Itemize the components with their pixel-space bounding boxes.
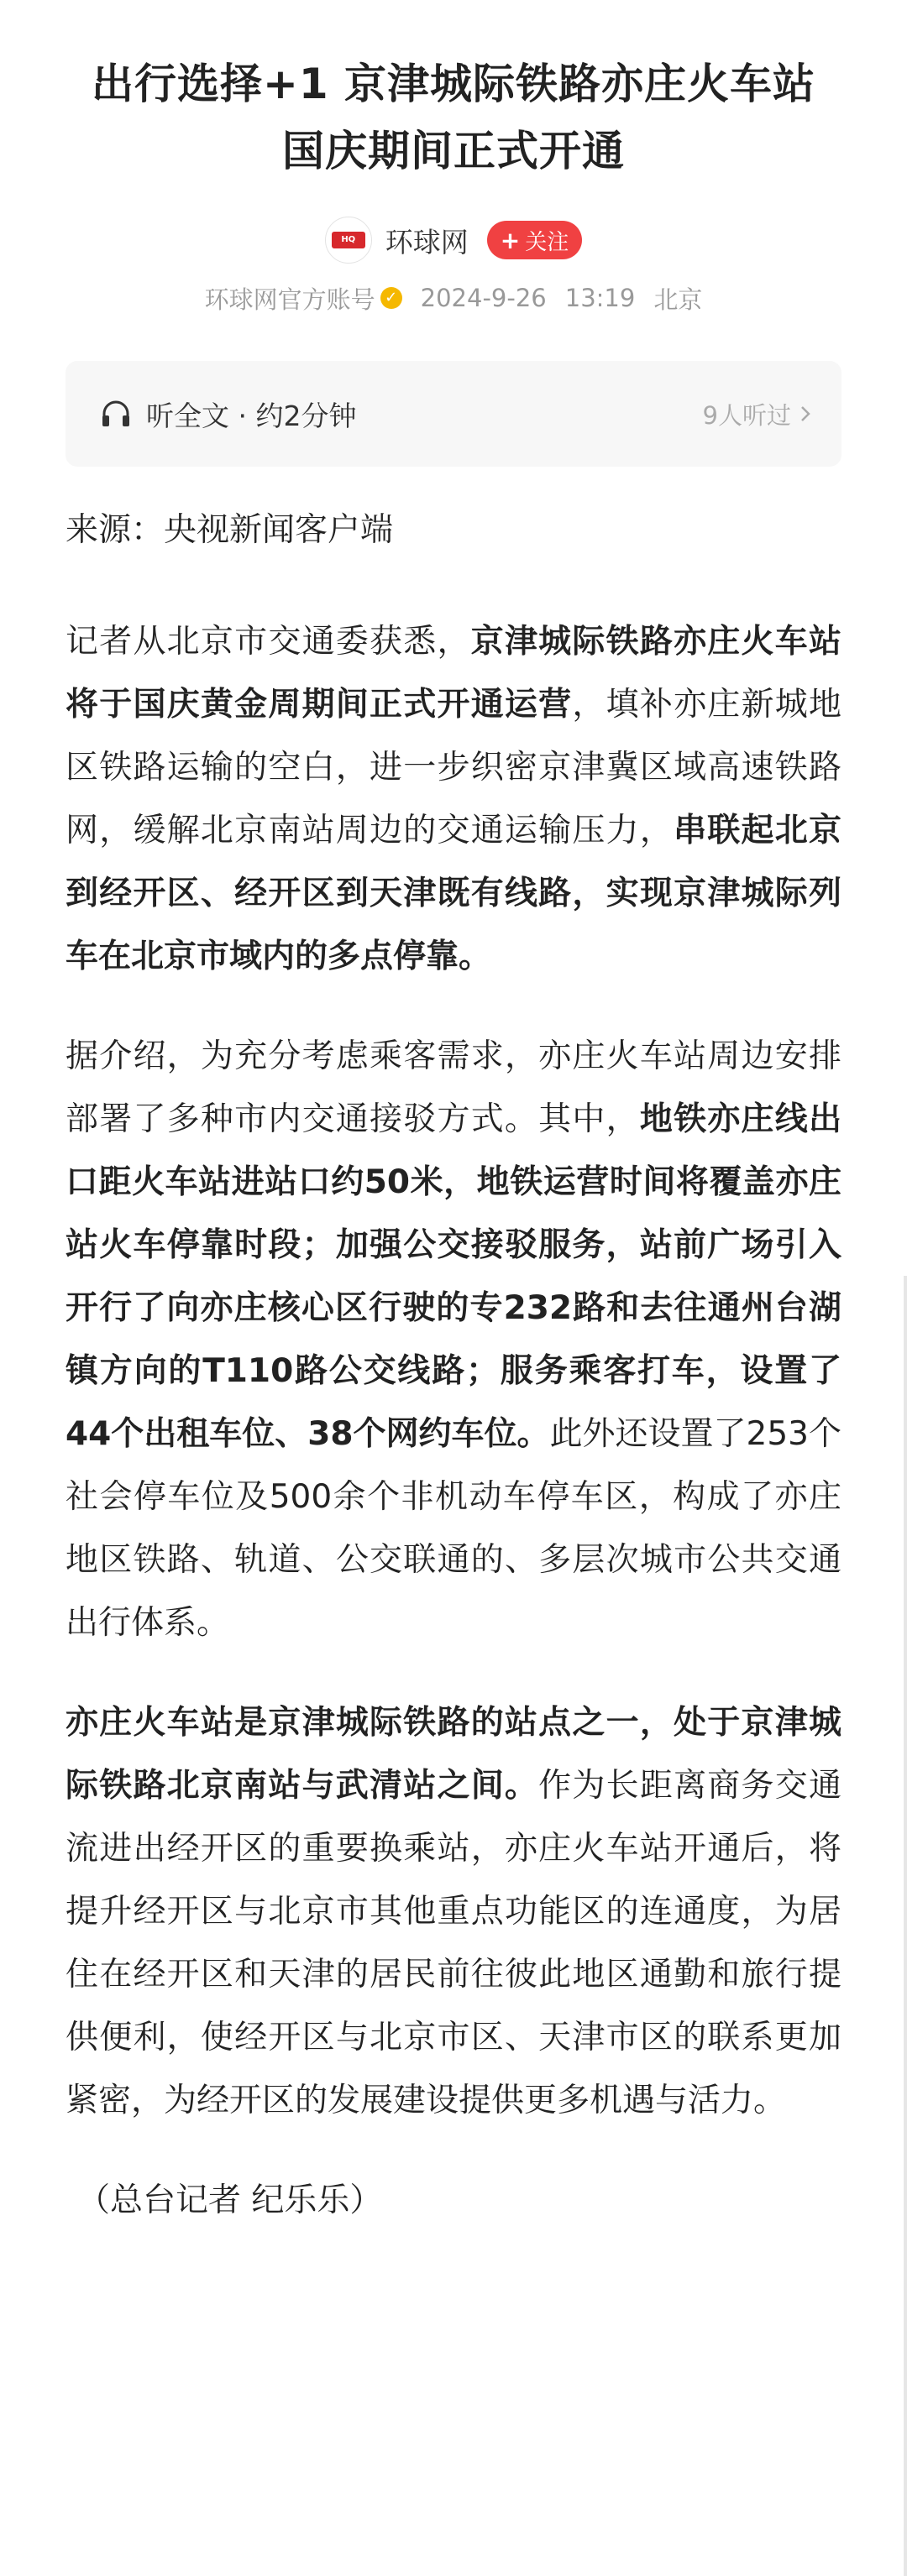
paragraph-1 [66,610,841,988]
chevron-right-icon [800,405,811,423]
article-body [66,499,841,2232]
p2-bold-1: 地铁亦庄线出口距火车站进站口约50米，地铁运营时间将覆盖亦庄站火车停靠时段；加强公交接驳服务，站前广场引入开行了向亦庄核心区行驶的专232路和去往通州台湖镇方向的T110路公交线路；服务乘客打车，设置了44个出租车位、38个网约车位。 [66,1100,841,1453]
plus-icon: + [500,226,521,254]
p1-text-1: 记者从北京市交通委获悉， [66,623,471,661]
p1-text-2: ，填补亦庄新城地区铁路运输的空白，进一步织密京津冀区域高速铁路网，缓解北京南站周边的交通运输压力， [66,686,841,849]
listen-full-text-bar[interactable] [66,361,841,467]
follow-label: 关注 [525,229,569,255]
p1-bold-1: 京津城际铁路亦庄火车站将于国庆黄金周期间正式开通运营 [66,623,841,724]
article-title-line-1: 出行选择+1 京津城际铁路亦庄火车站 [91,60,816,108]
source-logo[interactable] [325,217,372,264]
article-title [66,0,841,185]
p1-bold-2: 串联起北京到经开区、经开区到天津既有线路，实现京津城际列车在北京市域内的多点停靠。 [66,812,841,975]
p2-text-1: 据介绍，为充分考虑乘客需求，亦庄火车站周边安排部署了多种市内交通接驳方式。其中， [66,1037,841,1138]
follow-button[interactable] [487,221,582,259]
article-meta [66,277,841,319]
publish-location: 北京 [653,285,703,314]
source-row [66,215,841,265]
headphone-icon [101,400,131,428]
p3-bold-1: 亦庄火车站是京津城际铁路的站点之一，处于京津城际铁路北京南站与武清站之间。 [66,1704,841,1805]
publish-date: 2024-9-26 [420,284,547,312]
verified-badge-icon: ✓ [380,287,402,309]
scrollbar[interactable] [904,1276,907,2576]
source-line: 来源：央视新闻客户端 [66,511,394,549]
source-name[interactable]: 环球网 [385,225,469,259]
paragraph-3 [66,1691,841,2132]
publish-time: 13:19 [564,284,636,312]
p3-text-1: 作为长距离商务交通流进出经开区的重要换乘站，亦庄火车站开通后，将提升经开区与北京市其他重点功能区的连通度，为居住在经开区和天津的居民前往彼此地区通勤和旅行提供便利，使经开区与北京市区、天津市区的联系更加紧密，为经开区的发展建设提供更多机遇与活力。 [66,1767,841,2119]
p2-text-2: 此外还设置了253个社会停车位及500余个非机动车停车区，构成了亦庄地区铁路、轨道、公交联通的、多层次城市公共交通出行体系。 [66,1415,841,1642]
article-title-line-2: 国庆期间正式开通 [282,127,625,175]
paragraph-2 [66,1025,841,1654]
reporter-credit: （总台记者 纪乐乐） [77,2182,383,2219]
huanqiu-logo-icon: HQ [332,232,365,248]
account-label: 环球网官方账号 [204,285,375,314]
listen-count: 9人听过 [702,400,791,430]
listen-label: 听全文 · 约2分钟 [146,399,357,432]
